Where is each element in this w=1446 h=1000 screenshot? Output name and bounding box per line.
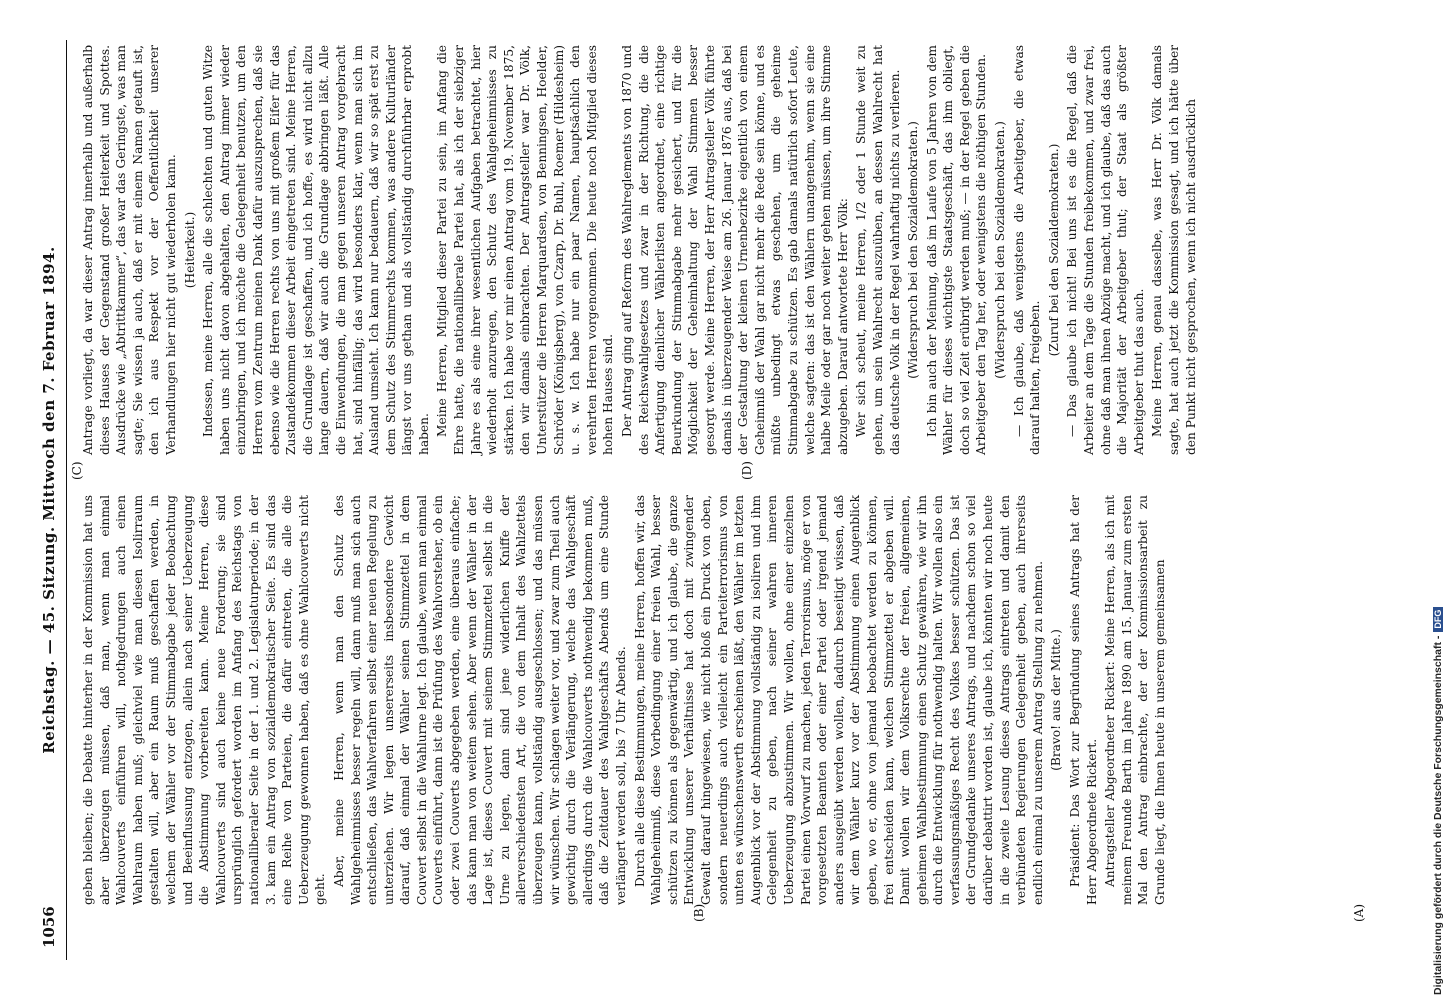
right-paragraph: Der Antrag ging auf Reform des Wahlreglements von 1870 und des Reichswahlgesetzes und zwar in der Richtung, die die Anfertigung dienlicher Wählerlisten angeordnet, eine richtige Beurkundung der Stimmabgabe mehr gesichert, und für die Möglichkeit der Geheimhaltung der Wahl Stimmen besser gesorgt werde. Meine Herren, der Herr Antragsteller Völk führte damals in überzeugender Weise am 26. Januar 1876 aus, daß bei der Gestaltung der kleinen Urnenbezirke eigentlich von einem Geheimniß der Wahl gar nicht mehr die Rede sein könne, und es müßte unbedingt etwas geschehen, um die geheime Stimmabgabe zu schützen. Es gab damals natürlich sofort Leute, welche sagten: das ist den Wählern unangenehm, wenn sie eine halbe Meile oder gar noch weiter gehen müssen, um ihre Stimme abzugeben. Darauf antwortete Herr Völk:	[620, 45, 850, 455]
page-number: 1056	[40, 906, 58, 948]
margin-letter-b: (B)	[692, 903, 706, 922]
page-header	[40, 40, 64, 960]
margin-letter-c: (C)	[70, 461, 84, 480]
left-paragraph: Durch alle diese Bestimmungen, meine Herren, hoffen wir, das Wahlgeheimniß, diese Vorbedingung einer freien Wahl, besser schützen zu können als gegenwärtig, und ich glaube, die ganze Entwicklung unserer Verhältnisse hat doch mit zwingender Gewalt darauf hingewiesen, wie nicht bloß ein Druck von oben, sondern neuerdings auch vielleicht ein Parteiterrorismus von unten es wünschenswerth erscheinen läßt, den Wähler im letzten Augenblick vor der Abstimmung vollständig zu isoliren und ihm Gelegenheit zu geben, nach seiner wahren inneren Ueberzeugung abzustimmen. Wir wollen, ohne einer einzelnen Partei einen Vorwurf zu machen, jeden Terrorismus, möge er von vorgesetzten Beamten oder einer Partei oder irgend jemand anders ausgeübt werden wollen, dadurch beseitigt wissen, daß wir dem Wähler kurz vor der Abstimmung einen Augenblick geben, wo er, ohne von jemand beobachtet werden zu können, frei entscheiden kann, welchen Stimmzettel er abgeben will. Damit wollen wir dem Volksrechte der freien, allgemeinen, geheimen Wahlbestimmung einen Schutz gewähren, wie wir ihn durch die Entwicklung für nothwendig halten. Wir wollen also ein verfassungsmäßiges Recht des Volkes besser schützen. Das ist der Grundgedanke unseres Antrags, und nachdem schon so viel darüber debattirt worden ist, glaube ich, könnten wir noch heute in die zweite Lesung dieses Antrags eintreten und damit den verbündeten Regierungen Gelegenheit geben, auch ihrerseits endlich einmal zu unserem Antrag Stellung zu nehmen.	[632, 495, 1045, 905]
objection-note: (Widerspruch bei den Sozialdemokraten.)	[993, 121, 1008, 379]
margin-letter-a: (A)	[1352, 903, 1366, 922]
right-paragraph: — Das glaube ich nicht! Bei uns ist es die Regel, daß die Arbeiter an dem Tage die Stunden freibekommen, und zwar frei, ohne daß man ihnen Abzüge macht, und ich glaube, daß das auch die Majorität der Arbeitgeber thut; der Staat als größter Arbeitgeber thut das auch.	[1065, 45, 1146, 455]
digitization-credit	[1418, 0, 1444, 1000]
right-paragraph: Ich bin auch der Meinung, daß im Laufe von 5 Jahren von dem Wähler für dieses wichtigste Staatsgeschäft, das ihm obliegt, doch so viel Zeit erübrigt werden muß; — in der Regel geben die Arbeitgeber den Tag her, oder wenigstens die nöthigen Stunden.	[924, 45, 989, 455]
right-paragraph: Meine Herren, Mitglied dieser Partei zu sein, im Anfang die Ehre hatte, die nationalliberale Partei hat, als ich der siebziger Jahre es als eine ihrer wesentlichen Aufgaben betrachtet, hier wiederholt anzuregen, den Schutz des Wahlgeheimnisses zu stärken. Ich habe vor mir einen Antrag vom 19. November 1875, den wir damals einbrachten. Der Antragsteller war Dr. Völk, Unterstützer die Herren Marquardsen, von Benningsen, Hoelder, Schröder (Königsberg), von Czarp, Dr. Buhl, Roemer (Hildesheim) u. s. w. Ich habe nur ein paar Namen, hauptsächlich den verehrten Herren vorgenommen. Die heute noch Mitglied dieses hohen Hauses sind.	[435, 45, 616, 455]
interjection-note: (Zuruf bei den Sozialdemokraten.)	[1046, 143, 1061, 357]
laughter-note: (Heiterkeit.)	[182, 211, 197, 289]
right-paragraph: Antrage vorliegt, da war dieser Antrag innerhalb und außerhalb dieses Hauses der Gegenstand großer Heiterkeit und Spottes. Ausdrücke wie „Abtrittkammer“, das war das Geringste, was man sagte; Sie wissen ja auch, daß er mit einem Namen getauft ist, den ich aus Respekt vor der Oeffentlichkeit unserer Verhandlungen hier nicht gut wiederholen kann.	[81, 45, 178, 455]
right-column	[80, 45, 1365, 455]
left-column	[80, 495, 1365, 905]
dfg-badge: DFG	[1433, 607, 1443, 632]
right-paragraph: Meine Herren, genau dasselbe, was Herr Dr. Völk damals sagte, hat auch jetzt die Kommission gesagt, und ich hätte über den Punkt nicht gesprochen, wenn ich nicht ausdrücklich	[1150, 45, 1198, 455]
margin-letter-d: (D)	[740, 461, 754, 480]
header-rule	[66, 40, 67, 960]
rickert-speech: Antragsteller Abgeordneter Rickert: Meine Herren, als ich mit meinem Freunde Barth im Jahre 1890 am 15. Januar zum ersten Mal den Antrag einbrachte, der der Kommissionsarbeit zu Grunde liegt, die Ihnen heute in unserem gemeinsamen	[1103, 495, 1167, 905]
right-paragraph: Indessen, meine Herren, alle die schlechten und guten Witze haben uns nicht davon abgehalten, den Antrag immer wieder einzubringen, und ich möchte die Gelegenheit benutzen, um den Herren vom Zentrum meinen Dank dafür auszusprechen, daß sie ebenso wie die Herren rechts von uns mit großem Eifer für das Zustandekommen dieser Arbeit eingetreten sind. Meine Herren, die Grundlage ist geschaffen, und ich hoffe, es wird nicht allzu lange dauern, daß wir auch die Grundlage abbringen läßt. Alle die Einwendungen, die man gegen unseren Antrag vorgebracht hat, sind hinfällig; das wird besonders klar, wenn man sich im Ausland umsieht. Ich kann nur bedauern, daß wir so spät erst zu dem Schutz des Stimmrechts kommen, was andere Kulturländer längst vor uns gethan und als vollständig durchführbar erprobt haben.	[201, 45, 431, 455]
objection-note: (Widerspruch bei den Sozialdemokraten.)	[906, 121, 921, 379]
president-speech: Präsident: Das Wort zur Begründung seines Antrags hat der Herr Abgeordnete Rickert.	[1068, 495, 1099, 905]
page-title: Reichstag. — 45. Sitzung. Mittwoch den 7. Februar 1894.	[40, 246, 58, 754]
left-paragraph: Aber, meine Herren, wenn man den Schutz des Wahlgeheimnisses besser regeln will, dann muß man sich auch entschließen, das Wahlverfahren selbst einer neuen Regelung zu unterziehen. Wir legen unsererseits insbesondere Gewicht darauf, daß einmal der Wähler seinen Stimmzettel in dem Couvert selbst in die Wahlurne legt. Ich glaube, wenn man einmal Couverts einführt, dann ist die Prüfung des Wahlvorsteher, ob ein oder zwei Couverts abgegeben werden, eine überaus einfache; das kann man von weitem sehen. Aber wenn der Wähler in der Lage ist, dieses Couvert mit seinem Stimmzettel selbst in die Urne zu legen, dann sind jene widerlichen Kniffe der allerverschiedensten Art, die von dem Inhalt des Wahlzettels überzeugen kann, vollständig ausgeschlossen; und das müssen wir wünschen. Wir schlagen weiter vor, und zwar zum Theil auch gewichtig durch die Verlängerung, welche das Wahlgeschäft allerdings durch die Wahlcouverts nothwendig bekommen muß, daß die Zeitdauer des Wahlgeschäfts Abends um eine Stunde verlängert werden soll, bis 7 Uhr Abends.	[331, 495, 628, 905]
quote-paragraph: Wer sich scheut, meine Herren, 1/2 oder 1 Stunde weit zu gehen, um sein Wahlrecht auszuüben, an dessen Wahlrecht hat das deutsche Volk in der Regel wahrhaftig nichts zu verlieren.	[854, 45, 902, 455]
right-paragraph: — Ich glaube, daß wenigstens die Arbeitgeber, die etwas darauf halten, freigeben.	[1011, 45, 1043, 455]
left-paragraph: geben bleiben; die Debatte hinterher in der Kommission hat uns aber überzeugen müssen, daß man, wenn man einmal Wahlcouverts einführen will, nothgedrungen auch einen Wahlraum haben muß; gleichviel wie man diesen Isolirraum gestalten will, aber ein Raum muß geschaffen werden, in welchem der Wähler vor der Stimmabgabe jeder Beobachtung und Beeinflussung entzogen, allein nach seiner Ueberzeugung die Abstimmung vorbereiten kann. Meine Herren, diese Wahlcouverts sind auch keine neue Forderung; sie sind ursprünglich gefordert worden im Anfang des Reichstags von nationalliberaler Seite in der 1. und 2. Legislaturperiode; in der 3. kam ein Antrag von sozialdemokratischer Seite. Es sind das eine Reihe von Parteien, die dafür eintreten, die alle die Ueberzeugung gewonnen haben, daß es ohne Wahlcouverts nicht geht.	[81, 495, 328, 905]
credit-text: Digitalisierung gefördert durch die Deutsche Forschungsgemeinschaft -	[1432, 635, 1444, 995]
applause-note: (Bravo! aus der Mitte.)	[1049, 629, 1064, 771]
